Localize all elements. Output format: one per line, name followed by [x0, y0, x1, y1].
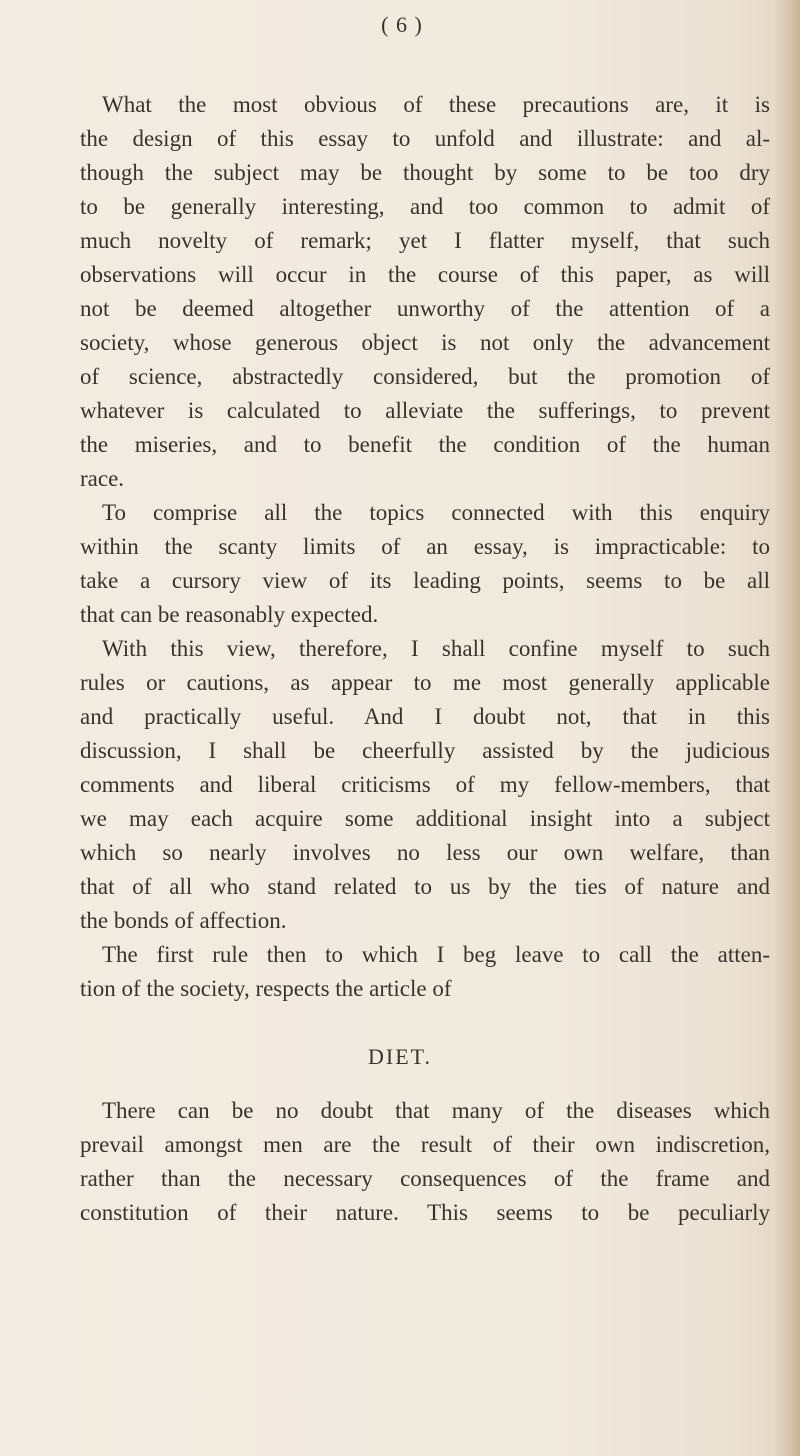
text-line: which so nearly involves no less our own welfare, than [80, 840, 770, 865]
text-line: discussion, I shall be cheerfully assisted by the judicious [80, 738, 770, 763]
text-line: What the most obvious of these precautions are, it is [102, 92, 770, 117]
text-line: With this view, therefore, I shall confine myself to such [102, 636, 770, 661]
text-line: that can be reasonably expected. [80, 602, 379, 627]
text-line: to be generally interesting, and too common to admit of [80, 194, 770, 219]
text-line: tion of the society, respects the article of [80, 976, 452, 1001]
text-line: observations will occur in the course of this paper, as will [80, 262, 770, 287]
page-edge-shadow [774, 0, 800, 1456]
text-line: the miseries, and to benefit the condition of the human [80, 432, 770, 457]
text-line: not be deemed altogether unworthy of the attention of a [80, 296, 770, 321]
text-line: To comprise all the topics connected with this enquiry [102, 500, 770, 525]
text-line: we may each acquire some additional insight into a subject [80, 806, 770, 831]
text-line: rules or cautions, as appear to me most generally applicable [80, 670, 770, 695]
text-line: take a cursory view of its leading points, seems to be all [80, 568, 770, 593]
section-heading: DIET. [368, 1044, 432, 1069]
text-line: There can be no doubt that many of the diseases which [102, 1098, 770, 1123]
text-line: though the subject may be thought by some to be too dry [80, 160, 770, 185]
text-line: The first rule then to which I beg leave to call the atten- [102, 942, 770, 967]
text-line: prevail amongst men are the result of their own indiscretion, [80, 1132, 770, 1157]
text-line: within the scanty limits of an essay, is impracticable: to [80, 534, 770, 559]
text-line: that of all who stand related to us by the ties of nature and [80, 874, 770, 899]
text-line: society, whose generous object is not only the advancement [80, 330, 770, 355]
text-line: the bonds of affection. [80, 908, 287, 933]
text-line: race. [80, 466, 125, 491]
text-line: of science, abstractedly considered, but the promotion of [80, 364, 770, 389]
text-line: much novelty of remark; yet I flatter myself, that such [80, 228, 770, 253]
text-line: comments and liberal criticisms of my fellow-members, that [80, 772, 770, 797]
page-number: ( 6 ) [381, 12, 423, 37]
text-line: and practically useful. And I doubt not, that in this [80, 704, 770, 729]
text-line: whatever is calculated to alleviate the sufferings, to prevent [80, 398, 770, 423]
text-line: constitution of their nature. This seems to be peculiarly [80, 1200, 770, 1225]
text-line: rather than the necessary consequences of the frame and [80, 1166, 770, 1191]
text-line: the design of this essay to unfold and illustrate: and al- [80, 126, 770, 151]
